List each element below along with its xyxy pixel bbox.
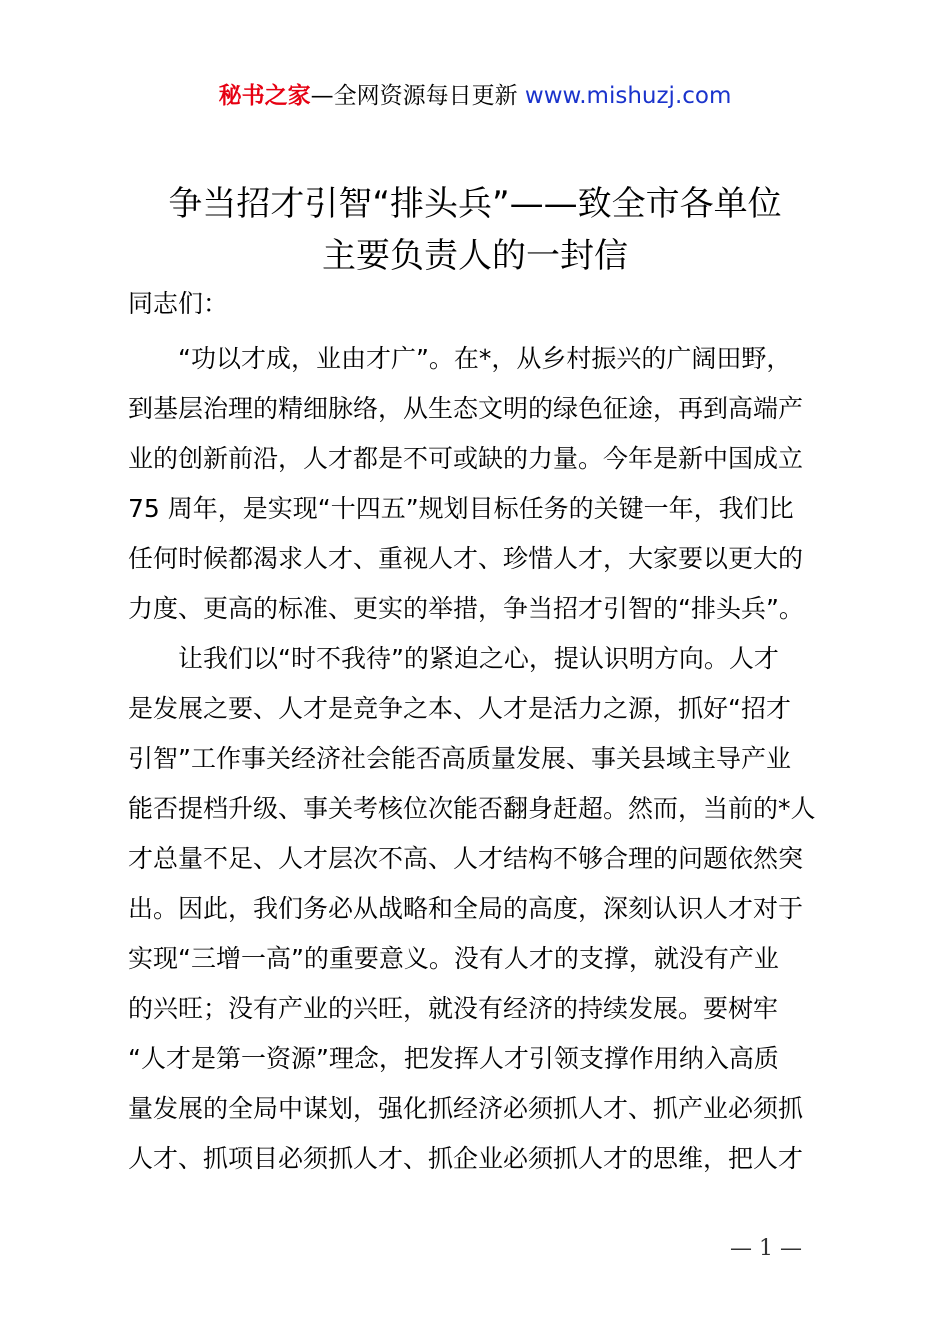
body-line: “人才是第一资源”理念，把发挥人才引领支撑作用纳入高质 [128, 1044, 779, 1073]
body-line: 任何时候都渴求人才、重视人才、珍惜人才，大家要以更大的 [128, 544, 804, 573]
body-line: 实现“三增一高”的重要意义。没有人才的支撑，就没有产业 [128, 944, 779, 973]
body-line: 75 周年，是实现“十四五”规划目标任务的关键一年，我们比 [128, 494, 794, 523]
body-line: 业的创新前沿，人才都是不可或缺的力量。今年是新中国成立 [128, 444, 804, 473]
site-banner [0, 80, 950, 112]
site-url-link[interactable]: www.mishuzj.com [524, 83, 732, 109]
body-line: 出。因此，我们务必从战略和全局的高度，深刻认识人才对于 [128, 894, 804, 923]
letter-body [128, 334, 833, 1184]
title-line-1: 争当招才引智“排头兵”——致全市各单位 [168, 184, 782, 224]
body-line: 才总量不足、人才层次不高、人才结构不够合理的问题依然突 [128, 844, 804, 873]
page-number: — 1 — [730, 1236, 802, 1261]
title-line-2: 主要负责人的一封信 [322, 236, 628, 276]
body-line: 是发展之要、人才是竞争之本、人才是活力之源，抓好“招才 [128, 694, 791, 723]
body-line: 让我们以“时不我待”的紧迫之心，提认识明方向。人才 [128, 644, 779, 673]
body-line: 人才、抓项目必须抓人才、抓企业必须抓人才的思维，把人才 [128, 1144, 804, 1173]
body-line: 力度、更高的标准、更实的举措，争当招才引智的“排头兵”。 [128, 594, 804, 623]
body-line: “功以才成，业由才广”。在*，从乡村振兴的广阔田野， [128, 344, 792, 373]
body-line: 引智”工作事关经济社会能否高质量发展、事关县域主导产业 [128, 744, 791, 773]
body-line: 量发展的全局中谋划，强化抓经济必须抓人才、抓产业必须抓 [128, 1094, 804, 1123]
body-line: 的兴旺；没有产业的兴旺，就没有经济的持续发展。要树牢 [128, 994, 779, 1023]
banner-tagline: —全网资源每日更新 [310, 83, 525, 109]
body-line: 能否提档升级、事关考核位次能否翻身赶超。然而，当前的*人 [128, 794, 816, 823]
document-title [100, 178, 850, 282]
body-line: 到基层治理的精细脉络，从生态文明的绿色征途，再到高端产 [128, 394, 804, 423]
salutation: 同志们： [128, 289, 229, 318]
brand-name: 秘书之家 [218, 83, 311, 109]
